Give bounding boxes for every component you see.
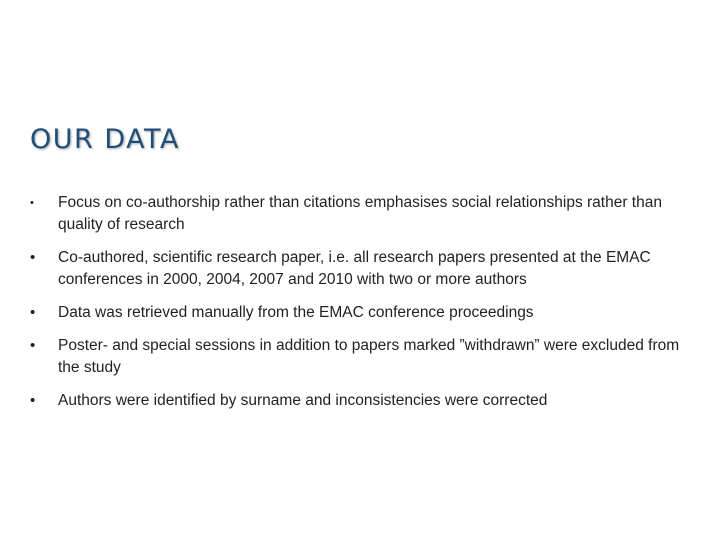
bullet-text: Poster- and special sessions in addition to papers marked ”withdrawn” were excluded from the study <box>58 337 680 376</box>
bullet-icon: • <box>30 197 34 209</box>
bullet-icon: • <box>30 337 36 354</box>
bullet-list <box>30 192 690 423</box>
bullet-text: Focus on co-authorship rather than citations emphasises social relationships rather than quality of research <box>58 194 662 233</box>
bullet-item <box>30 335 690 379</box>
bullet-icon: • <box>30 392 36 409</box>
bullet-icon: • <box>30 249 36 266</box>
slide-title: OUR DATA <box>30 124 180 155</box>
bullet-text: Data was retrieved manually from the EMAC conference proceedings <box>58 304 534 321</box>
bullet-text: Co-authored, scientific research paper, i.e. all research papers presented at the EMAC conferences in 2000, 2004, 2007 and 2010 with two or more authors <box>58 249 651 288</box>
bullet-item <box>30 192 690 236</box>
bullet-item <box>30 390 690 412</box>
bullet-text: Authors were identified by surname and inconsistencies were corrected <box>58 392 548 409</box>
bullet-item <box>30 247 690 291</box>
bullet-item <box>30 302 690 324</box>
bullet-icon: • <box>30 304 36 321</box>
